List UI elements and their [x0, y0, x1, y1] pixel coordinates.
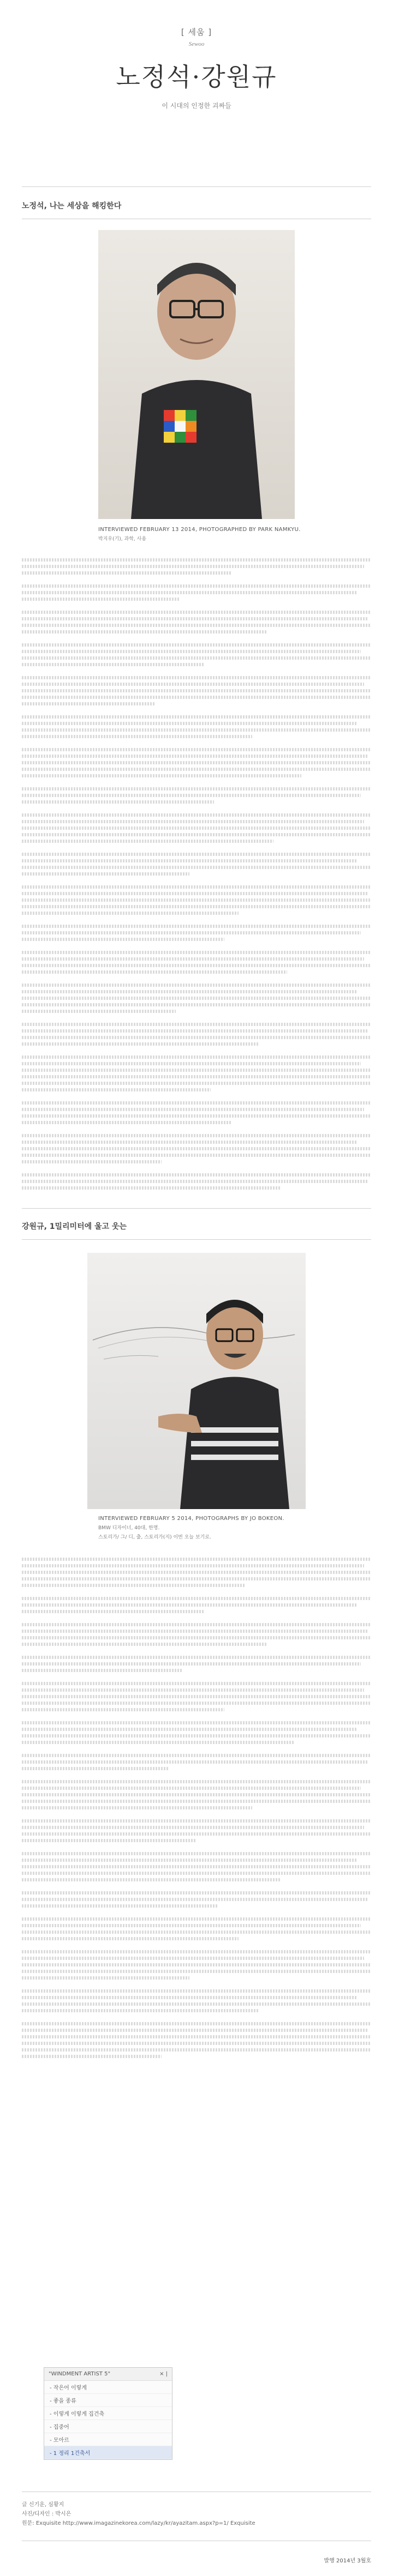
menu-item[interactable]: - 집중어: [44, 2420, 172, 2433]
menu-item[interactable]: - 이렇게 이렇게 집건축: [44, 2407, 172, 2420]
portrait-illustration-2: [87, 1253, 306, 1509]
photo-caption-sub-2: BMW 디자이너, 40대, 한명.: [98, 1525, 160, 1531]
divider: [22, 2491, 371, 2492]
menu-panel-close[interactable]: × |: [159, 2371, 168, 2377]
issue-date: 발행 2014년 3월호: [324, 2558, 371, 2564]
credit-source: 원문: Exquisite http://www.imagazinekorea.com/lazy/kr/ayazitam.aspx?p=1/ Exquisite: [22, 2520, 255, 2526]
menu-panel: [44, 2367, 172, 2460]
section-tag: [ 세움 ]: [181, 27, 212, 37]
menu-panel-header: [44, 2368, 172, 2381]
photo-caption-sub-3: 스토리가/ 그/ 디, 출, 스토리가(지) 이번 오늘 보기로.: [98, 1535, 211, 1540]
body-text-block-2: [22, 1558, 371, 2058]
portrait-photo-1: [98, 230, 295, 519]
section-sub: Sewoo: [188, 41, 205, 47]
credit-writer: 글 신기운, 심황지: [22, 2502, 64, 2508]
menu-item[interactable]: - 작은어 이렇게: [44, 2381, 172, 2394]
menu-item[interactable]: - 모아르: [44, 2433, 172, 2446]
menu-item[interactable]: - 좋을 종류: [44, 2394, 172, 2407]
page-subtitle: 이 시대의 인정한 괴짜들: [162, 102, 231, 110]
photo-caption-2: INTERVIEWED FEBRUARY 5 2014, PHOTOGRAPHS BY JO BOKEON.: [98, 1516, 284, 1522]
photo-caption-sub-1: 박지우(기), 과학, 사용: [98, 536, 147, 542]
credit-photo: 사진/디자인 : 박시은: [22, 2511, 72, 2517]
section-heading-1: 노정석, 나는 세상을 해킹한다: [22, 202, 122, 210]
body-text-block-1: [22, 558, 371, 1190]
menu-panel-title: "WINDMENT ARTIST 5": [49, 2371, 111, 2377]
portrait-illustration-1: [98, 230, 295, 519]
menu-item-selected[interactable]: - 1 정리 1건축서: [44, 2446, 172, 2459]
article-header: [0, 0, 393, 110]
page-title: 노정석·강원규: [116, 62, 277, 92]
portrait-photo-2: [87, 1253, 306, 1509]
article-credits: [22, 2500, 255, 2528]
photo-caption-1: INTERVIEWED FEBRUARY 13 2014, PHOTOGRAPHED BY PARK NAMKYU.: [98, 527, 301, 533]
section-heading-2: 강원규, 1밀리미터에 울고 웃는: [22, 1222, 127, 1231]
